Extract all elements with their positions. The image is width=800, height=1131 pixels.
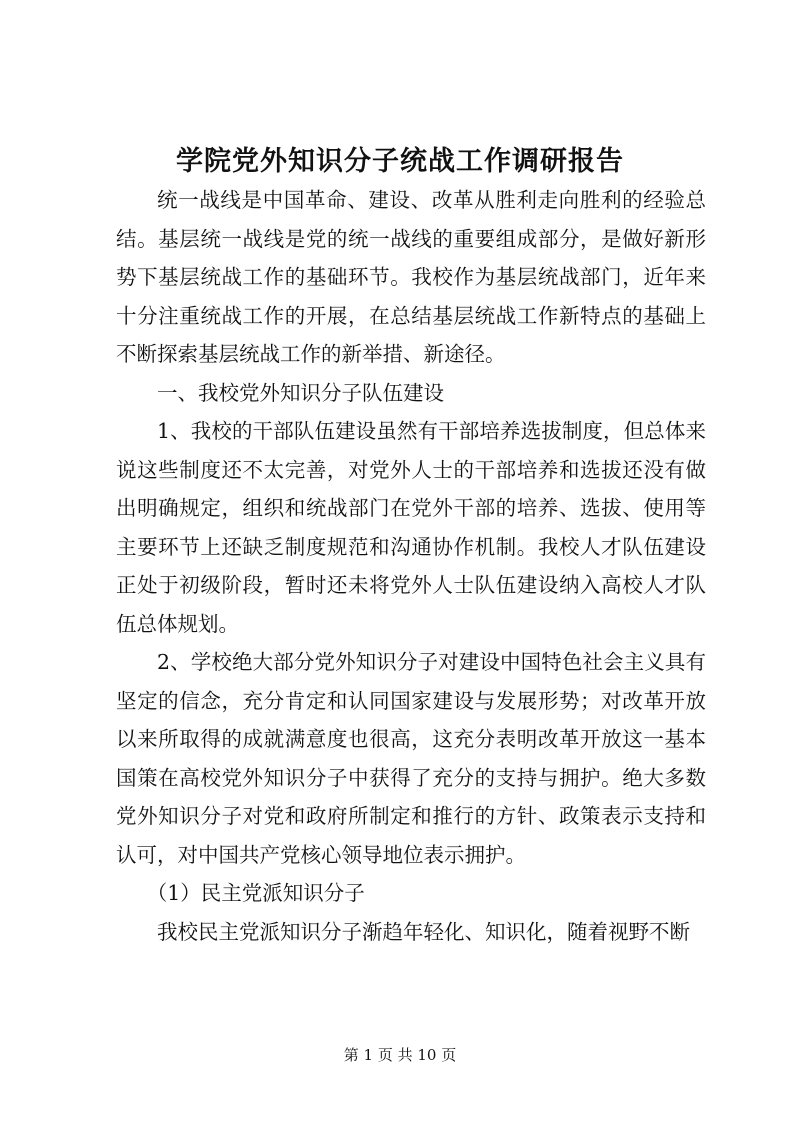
page-footer: 第 1 页 共 10 页: [343, 1046, 457, 1064]
subsection-heading-1: （1）民主党派知识分子: [146, 881, 365, 905]
paragraph-intro: 统一战线是中国革命、建设、改革从胜利走向胜利的经验总结。基层统一战线是党的统一战线的重要组成部分，是做好新形势下基层统战工作的基础环节。我校作为基层统战部门，近年来十分注重统战工作的开展，在总结基层统战工作新特点的基础上不断探索基层统战工作的新举措、新途径。: [116, 188, 706, 366]
section-heading-1: 一、我校党外知识分子队伍建设: [157, 380, 444, 405]
document-body: [116, 181, 706, 951]
paragraph-item-1: 1、我校的干部队伍建设虽然有干部培养选拔制度，但总体来说这些制度还不太完善，对党外人士的干部培养和选拔还没有做出明确规定，组织和统战部门在党外干部的培养、选拔、使用等主要环节上还缺乏制度规范和沟通协作机制。我校人才队伍建设正处于初级阶段，暂时还未将党外人士队伍建设纳入高校人才队伍总体规划。: [116, 419, 706, 636]
paragraph-continued: 我校民主党派知识分子渐趋年轻化、知识化，随着视野不断: [157, 919, 690, 944]
paragraph-item-2: 2、学校绝大部分党外知识分子对建设中国特色社会主义具有坚定的信念，充分肯定和认同国家建设与发展形势；对改革开放以来所取得的成就满意度也很高，这充分表明改革开放这一基本国策在高校党外知识分子中获得了充分的支持与拥护。绝大多数党外知识分子对党和政府所制定和推行的方针、政策表示支持和认可，对中国共产党核心领导地位表示拥护。: [116, 650, 706, 867]
document-title: 学院党外知识分子统战工作调研报告: [176, 146, 624, 177]
